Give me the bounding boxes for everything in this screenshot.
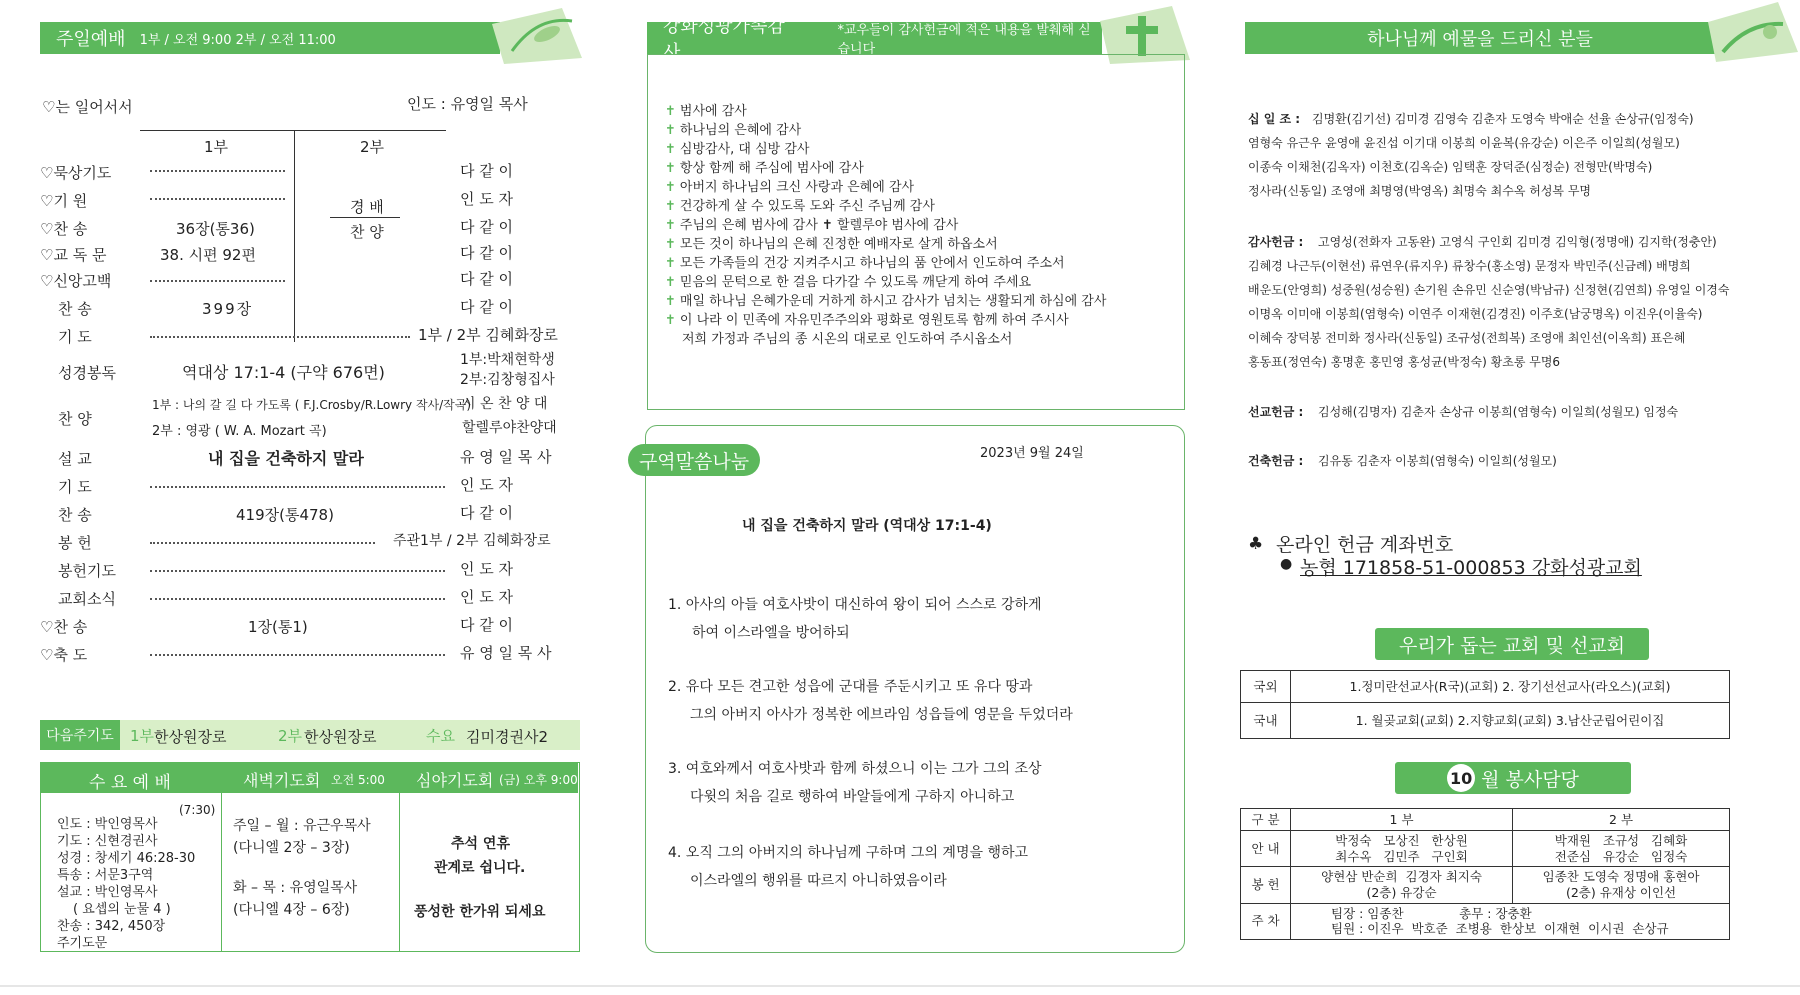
worship-leader: 인도 : 유영일 목사 xyxy=(407,95,528,113)
service-header-cell: 1 부 xyxy=(1291,809,1513,831)
service-header-cell: 2 부 xyxy=(1513,809,1730,831)
wed-line: 주기도문 xyxy=(57,936,108,951)
tithe-line: 이종숙 이채천(김옥자) 이천호(김옥순) 임택훈 장덕준(심정순) 전형만(박명숙) xyxy=(1248,160,1653,174)
night-title: 심야기도회 xyxy=(416,771,494,790)
order-content: 역대상 17:1-4 (구약 676면) xyxy=(182,363,385,382)
order-content: 399장 xyxy=(202,300,254,318)
praise-2: 2부 : 영광 ( W. A. Mozart 곡) xyxy=(152,424,327,439)
club-icon: ♣ xyxy=(1248,534,1264,554)
table-row xyxy=(1241,867,1730,903)
verse-line: 2. 유다 모든 견고한 성읍에 군대를 주둔시키고 또 유다 땅과 xyxy=(668,679,1033,695)
thanks-item: ✝ 주님의 은혜 범사에 감사 ✝ 할렐루야 범사에 감사 xyxy=(665,218,959,233)
order-label: 찬 양 xyxy=(58,410,92,428)
mission-line: 김성해(김명자) 김춘자 손상규 이봉희(염형숙) 이일희(성월모) 임정숙 xyxy=(1318,405,1679,419)
service-cell: 팀장 : 임종찬 총무 : 장충환 팀원 : 이진우 박호준 조병용 한상보 이재현 이시권 손상규 xyxy=(1291,903,1730,939)
dawn-line: 화 – 목 : 유영일목사 xyxy=(233,880,358,896)
night-time: (금) 오후 9:00 xyxy=(499,773,578,787)
thanks-offering-line: 고영성(전화자 고동완) 고영식 구인회 김미경 김익형(정명애) 김지학(정충안) xyxy=(1318,235,1717,249)
order-label: ♡교 독 문 xyxy=(40,246,107,264)
thanks-offering-line: 이혜숙 장덕봉 전미화 정사라(신동일) 조규성(전희복) 조영애 최인선(이옥희) 표은혜 xyxy=(1248,331,1686,345)
order-label: 성경봉독 xyxy=(58,364,116,382)
order-content: 36장(통36) xyxy=(176,220,255,238)
bullet-icon: ● xyxy=(1280,556,1293,572)
thanks-item: ✝ 매일 하나님 은혜가운데 거하게 하시고 감사가 넘치는 생활되게 하심에 감사 xyxy=(665,294,1107,309)
thanks-offering-line: 김혜경 나근두(이현선) 류연우(류지우) 류창수(홍소영) 문정자 박민주(신금례) 배명희 xyxy=(1248,259,1691,273)
order-label: ♡묵상기도 xyxy=(40,164,112,182)
verse-line: 하여 이스라엘을 방어하되 xyxy=(692,625,850,641)
cross-icon: ✝ xyxy=(665,313,676,328)
wed-line: ( 요셉의 눈물 4 ) xyxy=(73,902,171,917)
cross-icon: ✝ xyxy=(665,218,676,233)
dawn-line: (다니엘 4장 – 6장) xyxy=(233,902,350,918)
thanks-item: ✝ 모든 것이 하나님의 은혜 진정한 예배자로 살게 하옵소서 xyxy=(665,237,998,252)
dawn-title: 새벽기도회 xyxy=(243,771,321,790)
order-label: 찬 송 xyxy=(58,506,92,524)
service-header-cell: 구 분 xyxy=(1241,809,1291,831)
share-date: 2023년 9월 24일 xyxy=(980,446,1084,461)
support-table xyxy=(1240,670,1730,739)
order-role: 다 같 이 xyxy=(460,162,514,180)
weekday-divider-1 xyxy=(221,793,222,951)
order-label: 봉 헌 xyxy=(58,534,92,552)
order-label: 교회소식 xyxy=(58,590,116,608)
wed-line: 특송 : 서문3구역 xyxy=(57,868,154,883)
order-top-rule xyxy=(140,130,446,131)
verse-line: 이스라엘의 행위를 따르지 아니하였음이라 xyxy=(690,873,947,889)
next-week-3: 김미경권사2 xyxy=(466,728,548,746)
thanks-item: ✝ 범사에 감사 xyxy=(665,104,747,119)
order-role: 인 도 자 xyxy=(460,588,514,606)
offering-header xyxy=(1245,22,1715,54)
table-row xyxy=(1241,809,1730,831)
table-row xyxy=(1241,903,1730,939)
wed-time-note: (7:30) xyxy=(179,803,216,817)
verse-line: 3. 여호와께서 여호사밧과 함께 하셨으니 이는 그가 그의 조상 xyxy=(668,761,1042,777)
table-row xyxy=(1241,671,1730,703)
order-label: 찬 송 xyxy=(58,300,92,318)
thanks-header xyxy=(647,16,1102,63)
order-role: 인 도 자 xyxy=(460,190,514,208)
order-content: 1장(통1) xyxy=(248,618,308,636)
order-content: 419장(통478) xyxy=(236,506,334,524)
order-role: 시 온 찬 양 대 할렐루야찬양대 xyxy=(462,396,557,436)
next-week-1: 한상원장로 xyxy=(154,728,227,746)
order-role: 다 같 이 xyxy=(460,218,514,236)
building-label: 건축헌금 : xyxy=(1248,454,1304,468)
verse-line: 4. 오직 그의 아버지의 하나님께 구하며 그의 계명을 행하고 xyxy=(668,845,1029,861)
share-heading: 내 집을 건축하지 말라 (역대상 17:1-4) xyxy=(742,518,992,534)
order-leader-dots xyxy=(150,542,375,544)
order-label: 기 도 xyxy=(58,328,92,346)
night-line: 관계로 쉽니다. xyxy=(434,860,526,876)
tithe-line: 정사라(신동일) 조영애 최명영(박영옥) 최명숙 최수옥 허성복 무명 xyxy=(1248,184,1592,198)
support-domestic: 1. 월곶교회(교회) 2.지향교회(교회) 3.남산군립어린이집 xyxy=(1291,703,1730,739)
wed-line: 설교 : 박인영목사 xyxy=(57,885,158,900)
order-role: 다 같 이 xyxy=(460,270,514,288)
service-row-label: 주 차 xyxy=(1241,903,1291,939)
cross-icon: ✝ xyxy=(665,294,676,309)
support-abroad: 1.정미란선교사(R국)(교회) 2. 장기선선교사(라오스)(교회) xyxy=(1291,671,1730,703)
thanks-note: *교우들이 감사헌금에 적은 내용을 발췌해 싣습니다 xyxy=(837,23,1091,57)
order-role: 다 같 이 xyxy=(460,298,514,316)
wed-line: 찬송 : 342, 450장 xyxy=(57,919,166,934)
offering-title: 하나님께 예물을 드리신 분들 xyxy=(1367,29,1593,50)
next-week-label: 다음주기도 xyxy=(40,720,120,750)
col-1-label: 1부 xyxy=(204,138,229,156)
service-cell: 박정숙 모상진 한상원 최수옥 김민주 구인회 xyxy=(1291,831,1513,867)
col-2-label: 2부 xyxy=(360,138,385,156)
thanks-item: ✝ 심방감사, 대 심방 감사 xyxy=(665,142,810,157)
order-leader-dots xyxy=(150,280,285,282)
weekday-services-box xyxy=(40,762,580,952)
next-week-3-tag: 수요 xyxy=(426,727,455,745)
thanks-item-continued: 저희 가정과 주님의 종 시온의 대로로 인도하여 주시옵소서 xyxy=(682,332,1013,347)
order-content: 38. 시편 92편 xyxy=(160,246,256,264)
stand-note: ♡는 일어서서 xyxy=(42,98,133,116)
night-line: 추석 연휴 xyxy=(451,836,510,852)
praise-1: 1부 : 나의 갈 길 다 가도록 ( F.J.Crosby/R.Lowry 작사/작곡) xyxy=(152,398,472,412)
order-label: ♡신앙고백 xyxy=(40,272,112,290)
order-label: ♡찬 송 xyxy=(40,220,88,238)
order-role: 1부:박채현학생 2부:김창형집사 xyxy=(460,352,555,388)
order-leader-dots xyxy=(150,336,410,338)
cross-icon: ✝ xyxy=(665,275,676,290)
dawn-line: 주일 – 월 : 유근우목사 xyxy=(233,818,371,834)
order-leader-dots xyxy=(150,198,285,200)
service-row-label: 봉 헌 xyxy=(1241,867,1291,903)
service-row-label: 안 내 xyxy=(1241,831,1291,867)
tithe-line: 염형숙 유근우 윤영애 윤진섭 이기대 이봉희 이윤복(유강순) 이은주 이일희(성월모) xyxy=(1248,136,1680,150)
order-label: ♡기 원 xyxy=(40,192,88,210)
order-label: 봉헌기도 xyxy=(58,562,116,580)
weekday-divider-2 xyxy=(399,793,400,951)
order-role: 인 도 자 xyxy=(460,560,514,578)
online-title: 온라인 헌금 계좌번호 xyxy=(1276,534,1454,556)
service-title-pill xyxy=(1395,762,1631,794)
thanks-title: 강화성광가족감사 xyxy=(663,16,785,63)
cross-icon: ✝ xyxy=(665,123,676,138)
next-week-2-tag: 2부 xyxy=(278,727,303,745)
order-label: 설 교 xyxy=(58,450,92,468)
next-week-bar xyxy=(40,720,580,750)
service-title: 월 봉사담당 xyxy=(1481,768,1579,791)
table-row xyxy=(1241,703,1730,739)
order-label: ♡찬 송 xyxy=(40,618,88,636)
order-label: ♡축 도 xyxy=(40,646,88,664)
service-table xyxy=(1240,808,1730,940)
thanks-item: ✝ 믿음의 문턱으로 한 걸음 다가갈 수 있도록 깨닫게 하여 주세요 xyxy=(665,275,1032,290)
order-role: 인 도 자 xyxy=(460,476,514,494)
cross-icon: ✝ xyxy=(665,199,676,214)
verse-line: 그의 아버지 아사가 정복한 에브라임 성읍들에 영문을 두었더라 xyxy=(690,707,1073,723)
mission-label: 선교헌금 : xyxy=(1248,405,1304,419)
sermon-title: 내 집을 건축하지 말라 xyxy=(208,449,364,468)
wed-title: 수 요 예 배 xyxy=(89,773,171,793)
order-leader-dots xyxy=(150,486,445,488)
next-week-2: 한상원장로 xyxy=(304,728,377,746)
cross-icon: ✝ xyxy=(665,256,676,271)
order-role: 주관1부 / 2부 김혜화장로 xyxy=(393,533,551,549)
support-domestic-label: 국내 xyxy=(1241,703,1291,739)
thanks-item: ✝ 건강하게 살 수 있도록 도와 주신 주님께 감사 xyxy=(665,199,935,214)
share-title: 구역말씀나눔 xyxy=(628,444,760,476)
col-2-mid-rule xyxy=(330,217,400,218)
thanks-item: ✝ 모든 가족들의 건강 지켜주시고 하나님의 품 안에서 인도하여 주소서 xyxy=(665,256,1065,271)
order-col-divider xyxy=(294,130,295,342)
verse-line: 1. 아사의 아들 여호사밧이 대신하여 왕이 되어 스스로 강하게 xyxy=(668,597,1042,613)
verse-line: 다윗의 처음 길로 행하여 바알들에게 구하지 아니하고 xyxy=(690,789,1015,805)
order-role: 유 영 일 목 사 xyxy=(460,644,552,662)
thanks-offering-line: 홍동표(정연숙) 홍명훈 홍민영 홍성균(박정숙) 황초롱 무명6 xyxy=(1248,355,1561,369)
support-abroad-label: 국외 xyxy=(1241,671,1291,703)
table-row xyxy=(1241,831,1730,867)
service-cell: 양현삼 반순희 김경자 최지숙 (2층) 유강순 xyxy=(1291,867,1513,903)
service-cell: 임종찬 도영숙 정명애 홍현아 (2층) 유재상 이인선 xyxy=(1513,867,1730,903)
worship-times: 1부 / 오전 9:00 2부 / 오전 11:00 xyxy=(139,32,336,48)
col-2-worship: 경 배 xyxy=(350,198,384,216)
online-account: 농협 171858-51-000853 강화성광교회 xyxy=(1300,557,1642,579)
worship-title: 주일예배 xyxy=(56,29,126,50)
leaf-icon xyxy=(492,6,582,66)
thanks-item: ✝ 아버지 하나님의 크신 사랑과 은혜에 감사 xyxy=(665,180,915,195)
order-leader-dots xyxy=(150,570,445,572)
next-week-1-tag: 1부 xyxy=(130,727,155,745)
order-role: 다 같 이 xyxy=(460,616,514,634)
wed-line: 인도 : 박인영목사 xyxy=(57,817,158,832)
support-title: 우리가 돕는 교회 및 선교회 xyxy=(1375,628,1649,660)
thanks-item: ✝ 항상 함께 해 주심에 범사에 감사 xyxy=(665,161,864,176)
wed-line: 기도 : 신현경권사 xyxy=(57,834,158,849)
night-line: 풍성한 한가위 되세요 xyxy=(414,904,546,920)
bottom-rule xyxy=(0,985,1800,987)
cross-icon: ✝ xyxy=(665,142,676,157)
thanks-offering-line: 배운도(안영희) 성중원(성승원) 손기원 손유민 신순영(박남규) 신정현(김연희) 유영일 이경숙 xyxy=(1248,283,1730,297)
cross-icon: ✝ xyxy=(665,180,676,195)
tithe-label: 십 일 조 : xyxy=(1248,112,1301,126)
order-leader-dots xyxy=(150,170,285,172)
col-2-praise: 찬 양 xyxy=(350,223,384,241)
thanks-offering-line: 이명옥 이미애 이봉희(염형숙) 이연주 이재현(김경진) 이주호(남궁명옥) 이진우(이율숙) xyxy=(1248,307,1703,321)
thanks-item: ✝ 이 나라 이 민족에 자유민주주의와 평화로 영원토록 함께 하여 주시사 xyxy=(665,313,1069,328)
building-line: 김유동 김춘자 이봉희(염형숙) 이일희(성월모) xyxy=(1318,454,1557,468)
order-role: 다 같 이 xyxy=(460,244,514,262)
service-cell: 박재원 조규성 김혜화 전준심 유강순 임정숙 xyxy=(1513,831,1730,867)
wed-line: 성경 : 창세기 46:28-30 xyxy=(57,851,196,866)
order-role: 다 같 이 xyxy=(460,504,514,522)
thanks-item: ✝ 하나님의 은혜에 감사 xyxy=(665,123,802,138)
dawn-time: 오전 5:00 xyxy=(331,773,385,787)
dawn-line: (다니엘 2장 – 3장) xyxy=(233,840,350,856)
order-leader-dots xyxy=(150,654,445,656)
thanks-offering-label: 감사헌금 : xyxy=(1248,235,1304,249)
order-role: 유 영 일 목 사 xyxy=(460,448,552,466)
tithe-line: 김명환(김기선) 김미경 김영숙 김춘자 도영숙 박애순 선율 손상규(임정숙) xyxy=(1312,112,1694,126)
order-leader-dots xyxy=(150,598,445,600)
order-label: 기 도 xyxy=(58,478,92,496)
hand-leaf-icon xyxy=(1708,2,1798,62)
cross-icon: ✝ xyxy=(665,104,676,119)
cross-icon: ✝ xyxy=(665,161,676,176)
worship-header xyxy=(40,22,500,54)
service-month: 10 xyxy=(1447,764,1475,792)
cross-icon: ✝ xyxy=(665,237,676,252)
order-role: 1부 / 2부 김혜화장로 xyxy=(418,326,558,344)
